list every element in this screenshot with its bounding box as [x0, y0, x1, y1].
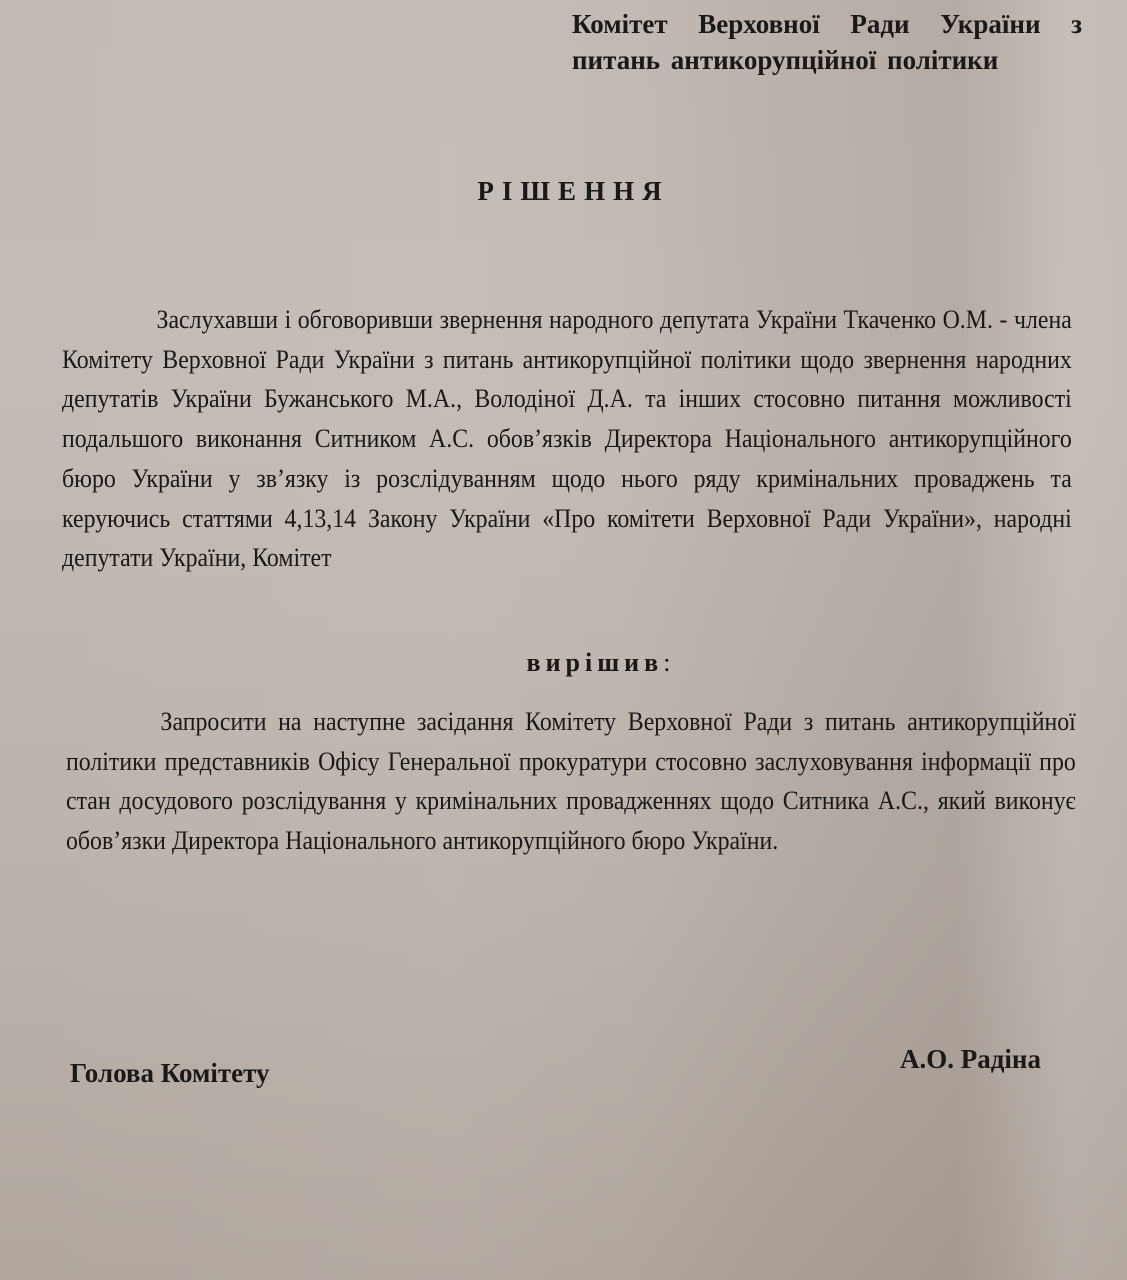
resolution-section	[66, 702, 1076, 861]
decided-heading	[0, 648, 1127, 678]
signature-role: Голова Комітету	[70, 1058, 270, 1088]
preamble-paragraph: Заслухавши і обговоривши звернення народного депутата України Ткаченко О.М. - члена Комітету Верховної Ради України з питань антикорупційної політики щодо звернення народних депутатів України Бужанського М.А., Володіної Д.А. та інших стосовно питання можливості подальшого виконання Ситником А.С. обов’язків Директора Національного антикорупційного бюро України у зв’язку із розслідуванням щодо нього ряду кримінальних проваджень та керуючись статтями 4,13,14 Закону України «Про комітети Верховної Ради України», народні депутати України, Комітет	[62, 304, 1072, 573]
resolution-paragraph: Запросити на наступне засідання Комітету Верховної Ради з питань антикорупційної політики представників Офісу Генеральної прокуратури стосовно заслуховування інформації про стан досудового розслідування у кримінальних провадженнях щодо Ситника А.С., який виконує обов’язки Директора Національного антикорупційного бюро України.	[66, 706, 1076, 856]
decided-heading-text: вирішив	[526, 648, 664, 677]
addressee-line-2: питань антикорупційної політики	[572, 45, 999, 75]
addressee-line-1: Комітет Верховної Ради України з	[572, 9, 1082, 39]
document-title: РІШЕННЯ	[477, 176, 670, 206]
preamble-section	[62, 300, 1072, 578]
addressee-block	[572, 6, 1082, 78]
signature-name: А.О. Радіна	[900, 1044, 1041, 1074]
decided-heading-colon: :	[663, 648, 671, 677]
